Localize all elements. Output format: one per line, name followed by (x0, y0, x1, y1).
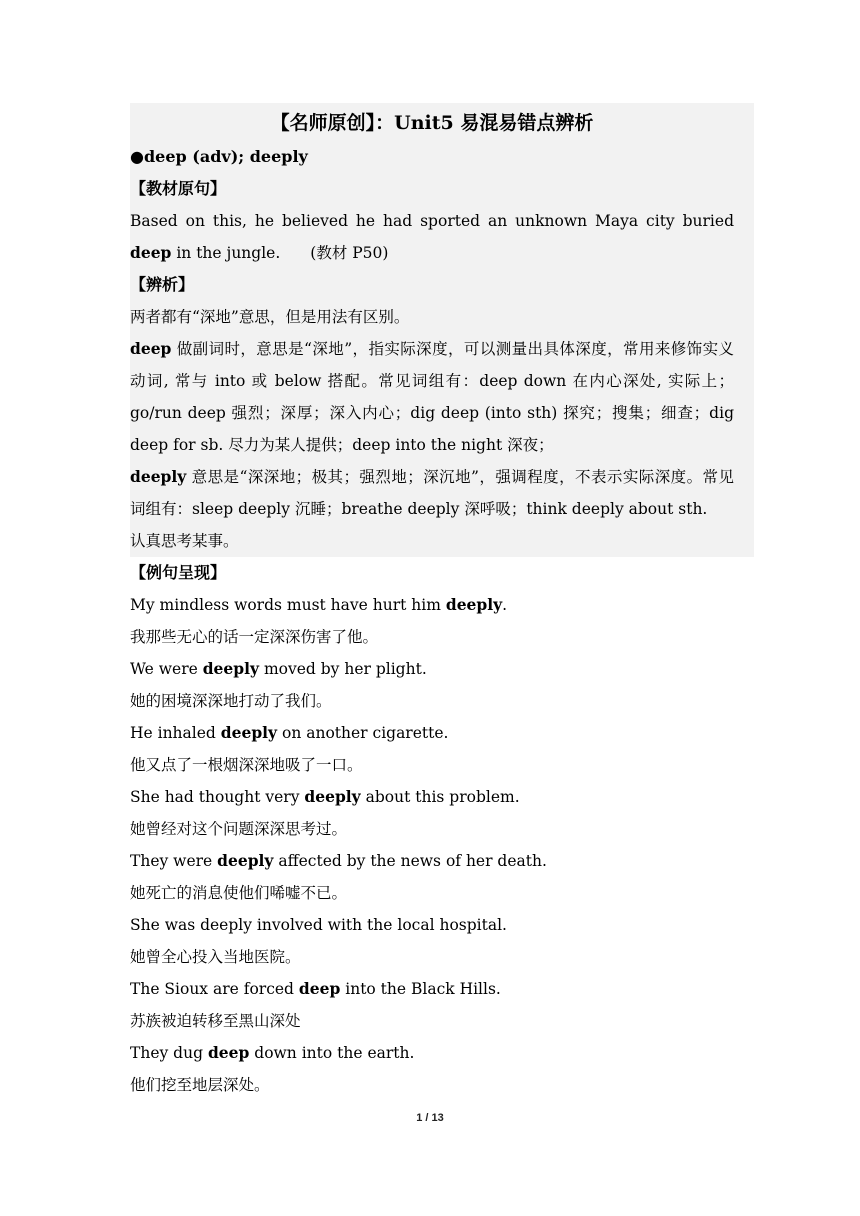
examples-list (130, 589, 734, 1101)
deep-term: deep (130, 339, 172, 358)
page-title: 【名师原创】：Unit5 易混易错点辨析 (270, 112, 594, 134)
example-en: They were deeply affected by the news of her death. (130, 851, 547, 870)
example-en: They dug deep down into the earth. (130, 1043, 415, 1062)
deeply-explanation-tail: 认真思考某事。 (130, 532, 239, 550)
example-zh: 苏族被迫转移至黑山深处 (130, 1012, 301, 1030)
example-zh: 他又点了一根烟深深地吸了一口。 (130, 756, 363, 774)
example-zh: 我那些无心的话一定深深伤害了他。 (130, 628, 379, 646)
example-zh: 她死亡的消息使他们唏嘘不已。 (130, 884, 348, 902)
example-en: He inhaled deeply on another cigarette. (130, 723, 449, 742)
examples-heading: 【例句呈现】 (130, 563, 227, 582)
deep-explanation: 做副词时，意思是“深地”，指实际深度，可以测量出具体深度，常用来修饰实义动词, 常与 into 或 below 搭配。常见词组有：deep down 在内心深处, 实际上；go/run deep 强烈；深厚；深入内心；dig deep (into sth) 探究；搜集；细查；dig deep for sb. 尽力为某人提供；deep into the night 深夜； (130, 340, 734, 454)
analysis-intro: 两者都有“深地”意思，但是用法有区别。 (130, 308, 410, 326)
topic-heading: ●deep (adv); deeply (130, 147, 308, 166)
example-zh: 她的困境深深地打动了我们。 (130, 692, 332, 710)
example-zh: 她曾全心投入当地医院。 (130, 948, 301, 966)
sentence-text-end: in the jungle. (171, 244, 281, 262)
page-number: 1 / 13 (416, 1112, 444, 1124)
deeply-explanation: 意思是“深深地；极其；强烈地；深沉地”，强调程度，不表示实际深度。常见词组有：sleep deeply 沉睡；breathe deeply 深呼吸；think deeply about sth. (130, 468, 734, 518)
textbook-heading: 【教材原句】 (130, 179, 227, 198)
example-en: The Sioux are forced deep into the Black Hills. (130, 979, 501, 998)
deeply-usage-paragraph (130, 461, 734, 525)
example-en: She had thought very deeply about this problem. (130, 787, 520, 806)
analysis-heading: 【辨析】 (130, 275, 195, 294)
example-zh: 他们挖至地层深处。 (130, 1076, 270, 1094)
deep-usage-paragraph (130, 333, 734, 461)
deeply-term: deeply (130, 467, 187, 486)
sentence-text: Based on this, he believed he had sported an unknown Maya city buried (130, 212, 734, 230)
example-en: We were deeply moved by her plight. (130, 659, 427, 678)
example-en: My mindless words must have hurt him deeply. (130, 595, 508, 614)
document-page (130, 103, 734, 1101)
example-zh: 她曾经对这个问题深深思考过。 (130, 820, 348, 838)
sentence-source: (教材 P50) (310, 244, 389, 262)
textbook-sentence (130, 205, 734, 269)
shaded-section (130, 103, 754, 557)
example-en: She was deeply involved with the local hospital. (130, 916, 507, 934)
sentence-bold-word: deep (130, 243, 172, 262)
